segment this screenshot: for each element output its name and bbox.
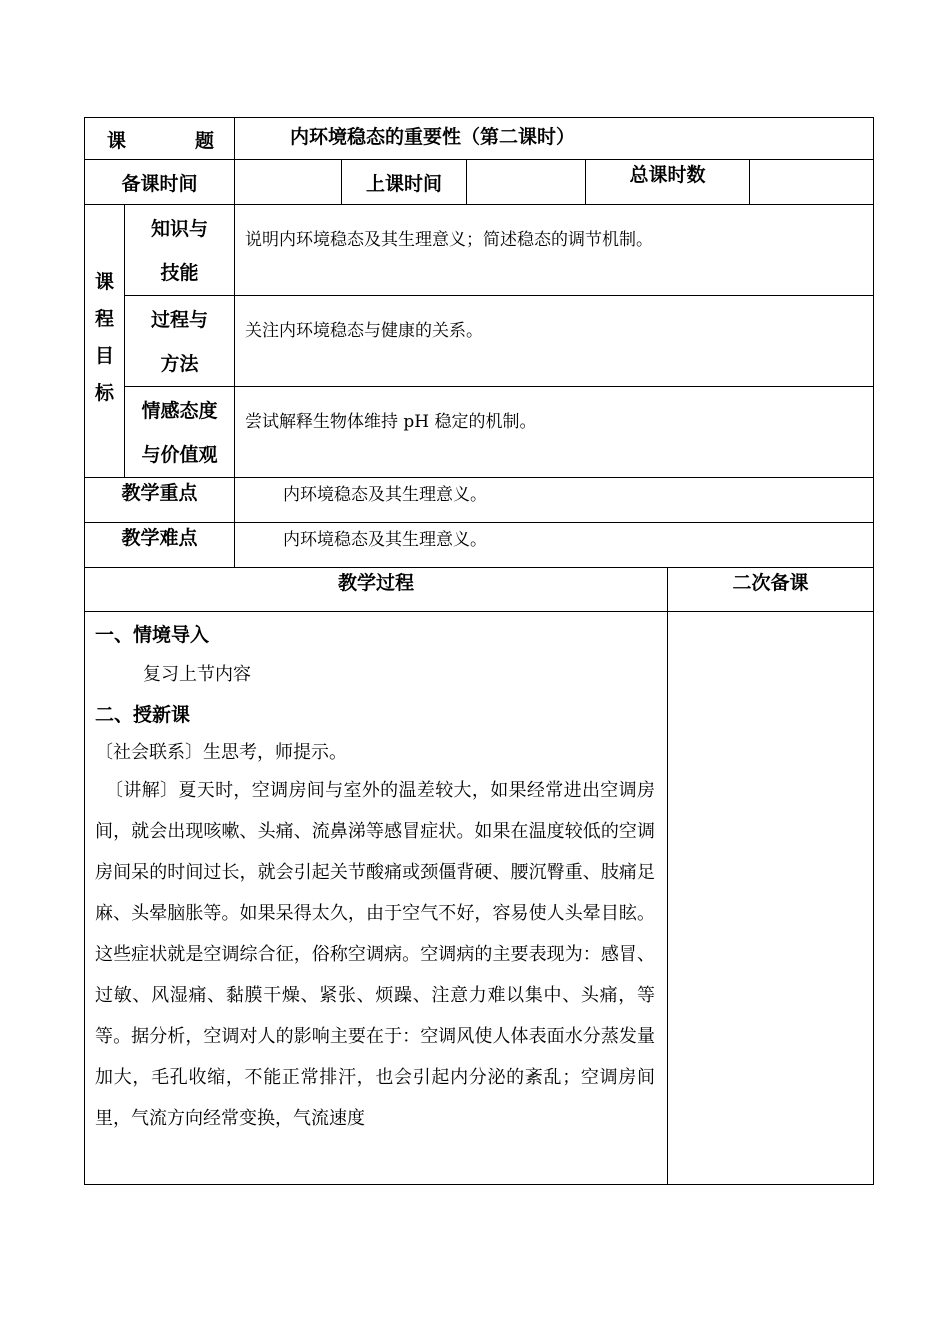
class-time-value-cell — [467, 160, 586, 205]
course-goals-char-3: 目 — [94, 345, 114, 367]
lesson-title: 内环境稳态的重要性（第二课时） — [290, 126, 576, 148]
total-hours-label: 总课时数 — [629, 164, 706, 186]
prep-time-label: 备课时间 — [121, 173, 198, 195]
difficulty-label-cell — [85, 523, 235, 568]
goal-text-process-cell — [235, 296, 874, 387]
subject-label-cell — [85, 118, 235, 160]
goal-label-attitude-line1: 情感态度 — [141, 400, 218, 422]
key-point-label-cell — [85, 478, 235, 523]
goal-text-knowledge: 说明内环境稳态及其生理意义；简述稳态的调节机制。 — [245, 230, 653, 250]
process-header-left-cell — [85, 568, 668, 612]
second-prep-notes-cell — [668, 612, 874, 1185]
goal-row-attitude — [85, 387, 874, 478]
key-point-label: 教学重点 — [121, 482, 198, 504]
process-header-right-cell — [668, 568, 874, 612]
total-hours-value — [750, 160, 873, 173]
key-point-text-cell — [235, 478, 874, 523]
social-link-text: 〔社会联系〕生思考，师提示。 — [95, 742, 347, 763]
total-hours-label-cell — [586, 160, 750, 205]
difficulty-text: 内环境稳态及其生理意义。 — [283, 530, 487, 550]
difficulty-row — [85, 523, 874, 568]
goal-row-knowledge — [85, 205, 874, 296]
goal-label-knowledge-cell — [125, 205, 235, 296]
goal-text-process: 关注内环境稳态与健康的关系。 — [245, 321, 483, 341]
process-body-cell — [85, 612, 668, 1185]
course-goals-char-2: 程 — [94, 308, 114, 331]
lesson-title-cell — [235, 118, 874, 160]
class-time-value — [467, 160, 585, 173]
goal-label-knowledge-line1: 知识与 — [150, 218, 208, 240]
subject-label-char-2: 题 — [194, 130, 214, 152]
lecture-text: 〔讲解〕夏天时，空调房间与室外的温差较大，如果经常进出空调房间，就会出现咳嗽、头痛、流鼻涕等感冒症状。如果在温度较低的空调房间呆的时间过长，就会引起关节酸痛或颈僵背硬、腰沉臀重、肢痛足麻、头晕脑胀等。如果呆得太久，由于空气不好，容易使人头晕目眩。这些症状就是空调综合征，俗称空调病。空调病的主要表现为：感冒、过敏、风湿痛、黏膜干燥、紧张、烦躁、注意力难以集中、头痛，等等。据分析，空调对人的影响主要在于：空调风使人体表面水分蒸发量加大，毛孔收缩，不能正常排汗，也会引起内分泌的紊乱；空调房间里，气流方向经常变换，气流速度 — [95, 780, 655, 1129]
goal-label-process-cell — [125, 296, 235, 387]
goal-row-process — [85, 296, 874, 387]
prep-time-label-cell — [85, 160, 235, 205]
goal-label-process-line1: 过程与 — [150, 309, 208, 331]
process-header-left: 教学过程 — [337, 572, 414, 594]
goal-text-knowledge-cell — [235, 205, 874, 296]
difficulty-text-cell — [235, 523, 874, 568]
goal-text-attitude-cell — [235, 387, 874, 478]
goal-label-process-line2: 方法 — [160, 353, 199, 375]
lesson-plan-table — [84, 117, 874, 1185]
process-header-row — [85, 568, 874, 612]
key-point-row — [85, 478, 874, 523]
section1-title: 一、情境导入 — [95, 624, 210, 646]
total-hours-value-cell — [750, 160, 874, 205]
goal-label-attitude-line2: 与价值观 — [141, 444, 218, 466]
course-goals-char-1: 课 — [94, 271, 114, 294]
class-time-label-cell — [342, 160, 467, 205]
course-goals-label-cell — [85, 205, 125, 478]
prep-time-value-cell — [235, 160, 342, 205]
subject-label-char-1: 课 — [107, 130, 127, 152]
goal-label-knowledge-line2: 技能 — [160, 262, 199, 284]
section1-text: 复习上节内容 — [143, 664, 251, 685]
class-time-label: 上课时间 — [365, 173, 442, 195]
course-goals-char-4: 标 — [94, 381, 114, 404]
goal-text-attitude: 尝试解释生物体维持 pH 稳定的机制。 — [245, 412, 537, 432]
time-row — [85, 160, 874, 205]
process-header-right: 二次备课 — [732, 572, 809, 594]
title-row — [85, 118, 874, 160]
difficulty-label: 教学难点 — [121, 527, 198, 549]
key-point-text: 内环境稳态及其生理意义。 — [283, 485, 487, 505]
section2-title: 二、授新课 — [95, 704, 191, 726]
prep-time-value — [235, 160, 341, 173]
process-body-row — [85, 612, 874, 1185]
goal-label-attitude-cell — [125, 387, 235, 478]
